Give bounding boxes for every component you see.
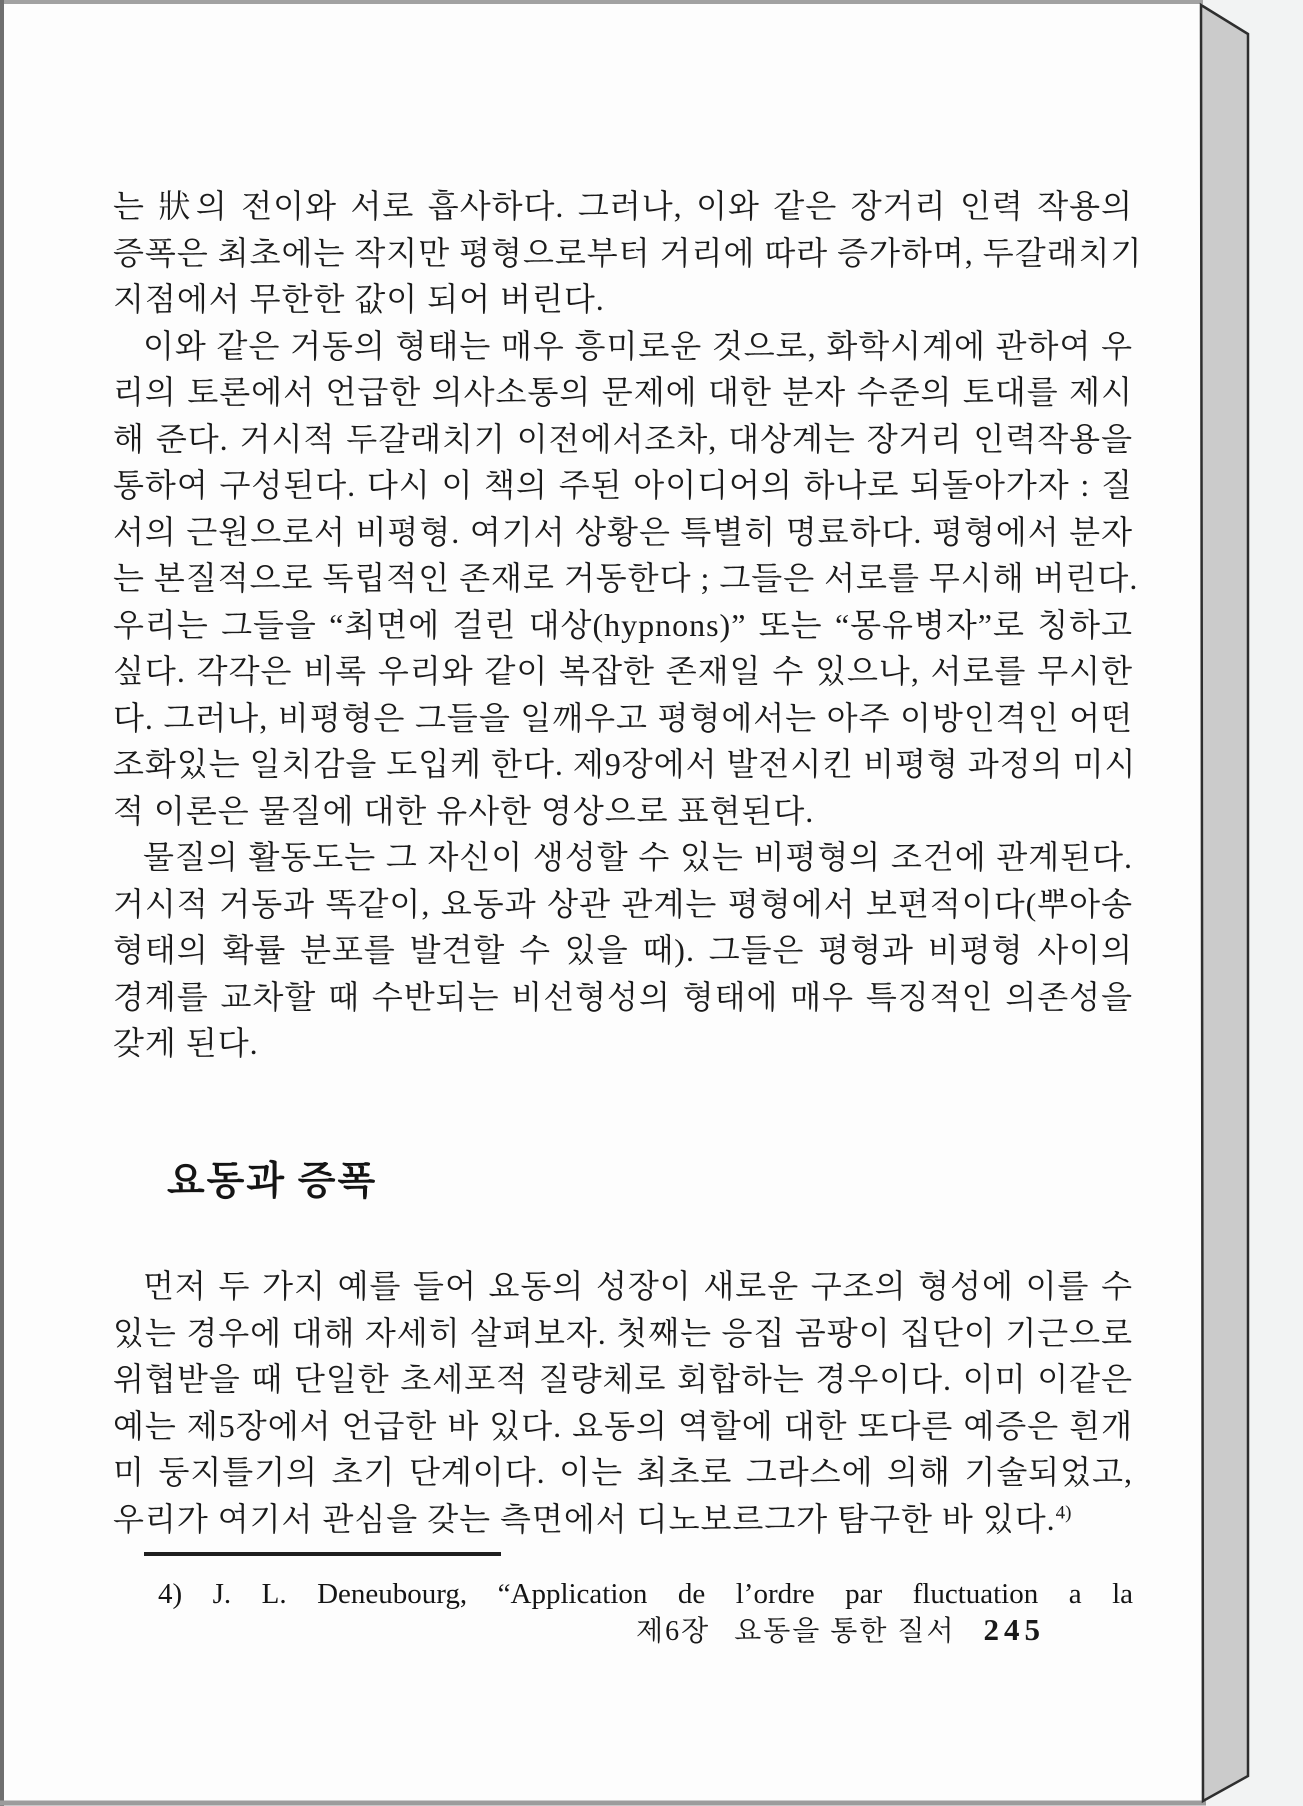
text-line: 경계를 교차할 때 수반되는 비선형성의 형태에 매우 특징적인 의존성을 [113,978,1133,1015]
text-line: 서의 근원으로서 비평형. 여기서 상황은 특별히 명료하다. 평형에서 분자 [113,513,1133,550]
text-line: 먼저 두 가지 예를 들어 요동의 성장이 새로운 구조의 형성에 이를 수 [143,1268,1133,1304]
text-line: 이와 같은 거동의 형태는 매우 흥미로운 것으로, 화학시계에 관하여 우 [143,327,1133,364]
text-line: 해 준다. 거시적 두갈래치기 이전에서조차, 대상계는 장거리 인력작용을 [113,420,1133,457]
text-line [113,1496,1133,1543]
footer-page-number: 245 [983,1612,1045,1647]
running-footer [0,1612,1045,1650]
text-line: 미 둥지틀기의 초기 단계이다. 이는 최초로 그라스에 의해 기술되었고, [113,1454,1133,1490]
text-line: 물질의 활동도는 그 자신이 생성할 수 있는 비평형의 조건에 관계된다. [143,839,1133,875]
text-line: 다. 그러나, 비평형은 그들을 일깨우고 평형에서는 아주 이방인격인 어떤 [113,699,1133,736]
text-line: 거시적 거동과 똑같이, 요동과 상관 관계는 평형에서 보편적이다(뿌아송 [113,885,1133,922]
footer-chapter-label: 제6장 [636,1616,711,1647]
text-line: 통하여 구성된다. 다시 이 책의 주된 아이디어의 하나로 되돌아가자 : 질 [113,467,1133,503]
text-line: 적 이론은 물질에 대한 유사한 영상으로 표현된다. [113,792,815,829]
body-text-after-heading [113,1263,1133,1542]
text-line: 증폭은 최초에는 작지만 평형으로부터 거리에 따라 증가하며, 두갈래치기 [113,234,1143,271]
text-line: 위협받을 때 단일한 초세포적 질량체로 회합하는 경우이다. 이미 이같은 [113,1361,1133,1397]
text-line: 예는 제5장에서 언급한 바 있다. 요동의 역할에 대한 또다른 예증은 흰개 [113,1407,1133,1444]
footer-chapter-title: 요동을 통한 질서 [734,1616,956,1647]
text-line: 조화있는 일치감을 도입케 한다. 제9장에서 발전시킨 비평형 과정의 미시 [113,746,1137,782]
text-line-text: 우리가 여기서 관심을 갖는 측면에서 디노보르그가 탐구한 바 있다. [113,1500,1056,1537]
body-text [113,183,1143,1067]
text-line: 는 본질적으로 독립적인 존재로 거동한다 ; 그들은 서로를 무시해 버린다. [113,560,1139,596]
text-line: 우리는 그들을 “최면에 걸린 대상(hypnons)” 또는 “몽유병자”로 칭하고 [113,606,1133,643]
text-line: 갖게 된다. [113,1025,259,1061]
text-line: 있는 경우에 대해 자세히 살펴보자. 첫째는 응집 곰팡이 집단이 기근으로 [113,1314,1133,1351]
footnote-marker: 4) [1055,1501,1072,1523]
footnote-text: 4) J. L. Deneubourg, “Application de l’ordre par fluctuation a la [158,1578,1133,1610]
text-line: 형태의 확률 분포를 발견할 수 있을 때). 그들은 평형과 비평형 사이의 [113,932,1133,968]
text-line: 리의 토론에서 언급한 의사소통의 문제에 대한 분자 수준의 토대를 제시 [113,374,1133,410]
section-heading: 요동과 증폭 [167,1160,378,1203]
footnote-rule [144,1552,501,1556]
text-line: 지점에서 무한한 값이 되어 버린다. [113,281,605,317]
text-line: 싶다. 각각은 비록 우리와 같이 복잡한 존재일 수 있으나, 서로를 무시한 [113,653,1133,689]
text-line: 는 狀의 전이와 서로 흡사하다. 그러나, 이와 같은 장거리 인력 작용의 [113,188,1133,224]
